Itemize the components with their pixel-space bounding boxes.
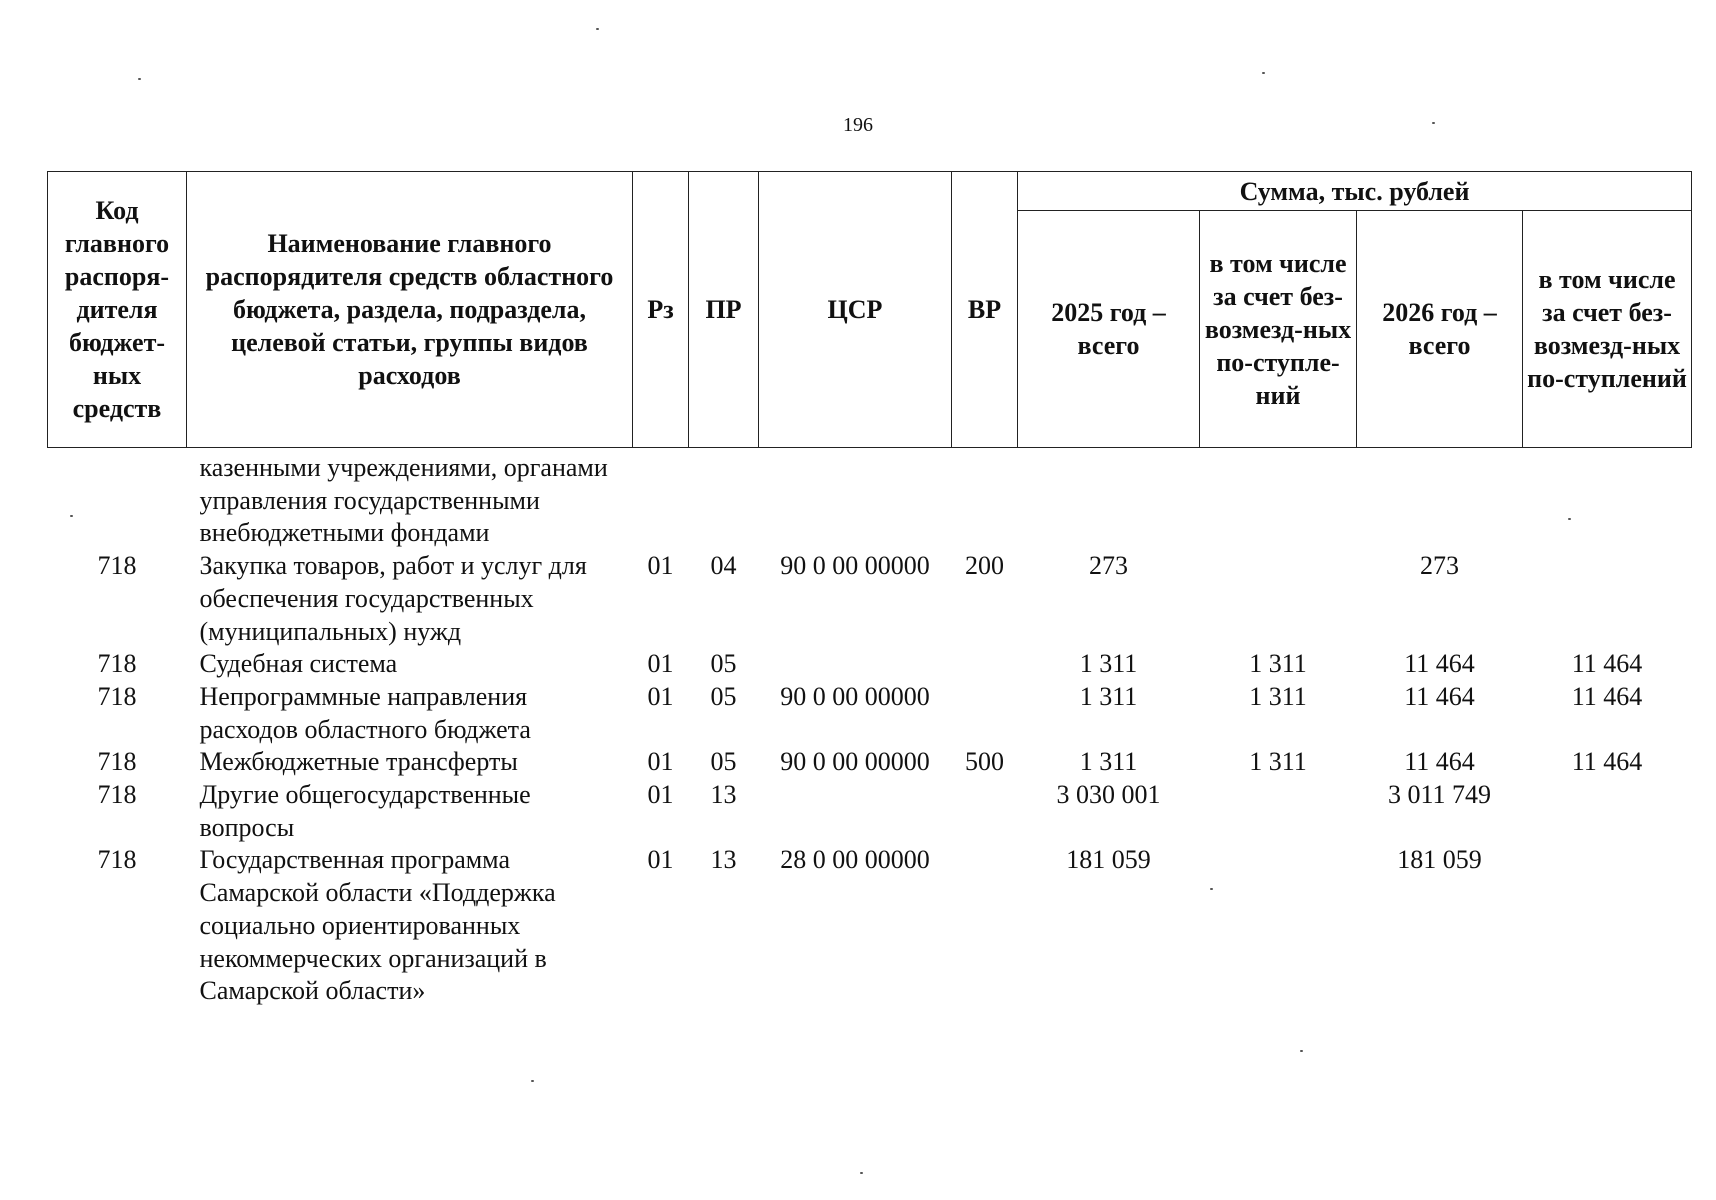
scan-speck [1300,1050,1303,1052]
cell-rz: 01 [647,681,674,711]
table-row [48,779,1692,844]
cell-rz: 01 [647,845,674,875]
cell-2025-gratuitous [1200,448,1357,551]
cell-rz: 01 [647,551,674,581]
cell-rz: 01 [647,780,674,810]
cell-rz: 01 [647,649,674,679]
cell-name: Закупка товаров, работ и услуг для обеспечения государственных (муниципальных) нужд [199,551,587,646]
header-2025-total: 2025 год – всего [1018,211,1200,448]
cell-csr [759,448,952,551]
cell-2026-total: 11 464 [1404,681,1475,711]
cell-vr [952,844,1018,1008]
scan-speck [1568,518,1571,520]
cell-2025-total: 181 059 [1066,845,1151,875]
cell-2026-gratuitous: 11 464 [1571,649,1643,679]
budget-table [47,171,1692,1008]
cell-rz: 01 [647,747,674,777]
cell-csr [759,648,952,681]
cell-vr: 200 [965,551,1004,581]
cell-2026-total: 181 059 [1397,845,1482,875]
cell-code [48,448,187,551]
scan-speck [70,515,73,517]
cell-csr: 90 0 00 00000 [780,747,930,777]
cell-2026-total: 273 [1420,551,1459,581]
cell-vr [952,448,1018,551]
table-row [48,448,1692,551]
cell-name: Судебная система [199,649,398,679]
cell-code: 718 [97,681,137,711]
scan-speck [596,28,599,30]
table-row [48,746,1692,779]
cell-2026-total: 3 011 749 [1387,780,1492,810]
cell-2025-gratuitous [1200,550,1357,648]
scan-speck [1262,72,1265,74]
cell-name: казенными учреждениями, органами управления государственными внебюджетными фондами [199,453,608,548]
cell-2026-gratuitous [1523,550,1692,648]
cell-2026-gratuitous [1523,779,1692,844]
table-row [48,681,1692,746]
table-header [48,172,1692,448]
cell-pr: 13 [710,780,737,810]
cell-pr: 05 [710,681,737,711]
cell-csr: 90 0 00 00000 [780,681,930,711]
header-2026-gratuitous: в том числе за счет без-возмезд-ных по-ступлений [1523,211,1692,448]
cell-2025-total: 1 311 [1079,649,1138,679]
cell-2025-total: 1 311 [1079,747,1138,777]
header-sum: Сумма, тыс. рублей [1018,172,1692,211]
scan-speck [531,1080,534,1082]
scan-speck [138,78,141,80]
cell-code: 718 [97,649,137,679]
cell-vr [952,779,1018,844]
cell-2026-total: 11 464 [1404,747,1475,777]
cell-rz [633,448,689,551]
cell-2025-total: 273 [1089,551,1128,581]
cell-name: Межбюджетные трансферты [199,747,518,777]
cell-2025-gratuitous: 1 311 [1249,649,1307,679]
cell-pr: 05 [710,747,737,777]
header-vr: ВР [952,172,1018,448]
scan-speck [860,1172,863,1174]
cell-2026-total [1357,448,1523,551]
table-row [48,648,1692,681]
cell-code: 718 [97,551,137,581]
cell-pr: 13 [710,845,737,875]
cell-csr [759,779,952,844]
header-2026-total: 2026 год – всего [1357,211,1523,448]
header-rz: Рз [633,172,689,448]
header-name: Наименование главного распорядителя средств областного бюджета, раздела, подраздела, целевой статьи, группы видов расходов [187,172,633,448]
table-body [48,448,1692,1008]
cell-2026-gratuitous [1523,448,1692,551]
cell-2025-gratuitous [1200,779,1357,844]
cell-2025-gratuitous: 1 311 [1249,747,1307,777]
table-row [48,844,1692,1008]
header-2025-gratuitous: в том числе за счет без-возмезд-ных по-ступле-ний [1200,211,1357,448]
cell-2026-total: 11 464 [1404,649,1475,679]
scan-speck [1432,122,1435,124]
cell-2025-total [1018,448,1200,551]
header-pr: ПР [689,172,759,448]
cell-2026-gratuitous [1523,844,1692,1008]
header-code: Код главного распоря-дителя бюджет-ных средств [48,172,187,448]
cell-name: Государственная программа Самарской области «Поддержка социально ориентированных некоммерческих организаций в Самарской области» [199,845,556,1006]
cell-name: Непрограммные направления расходов областного бюджета [199,681,531,744]
cell-vr [952,648,1018,681]
cell-2025-total: 1 311 [1079,681,1138,711]
cell-csr: 90 0 00 00000 [780,551,930,581]
cell-2025-gratuitous: 1 311 [1249,681,1307,711]
cell-pr: 05 [710,649,737,679]
scan-speck [1210,888,1213,890]
cell-code: 718 [97,747,137,777]
cell-pr: 04 [710,551,737,581]
cell-2026-gratuitous: 11 464 [1571,747,1643,777]
cell-2025-total: 3 030 001 [1056,780,1161,810]
page-number: 196 [843,114,873,136]
cell-name: Другие общегосударственные вопросы [199,780,531,842]
cell-pr [689,448,759,551]
header-csr: ЦСР [759,172,952,448]
cell-code: 718 [97,780,137,810]
cell-2026-gratuitous: 11 464 [1571,681,1643,711]
cell-csr: 28 0 00 00000 [780,845,930,875]
table-row [48,550,1692,648]
cell-code: 718 [97,845,137,875]
cell-2025-gratuitous [1200,844,1357,1008]
cell-vr: 500 [965,747,1004,777]
cell-vr [952,681,1018,746]
